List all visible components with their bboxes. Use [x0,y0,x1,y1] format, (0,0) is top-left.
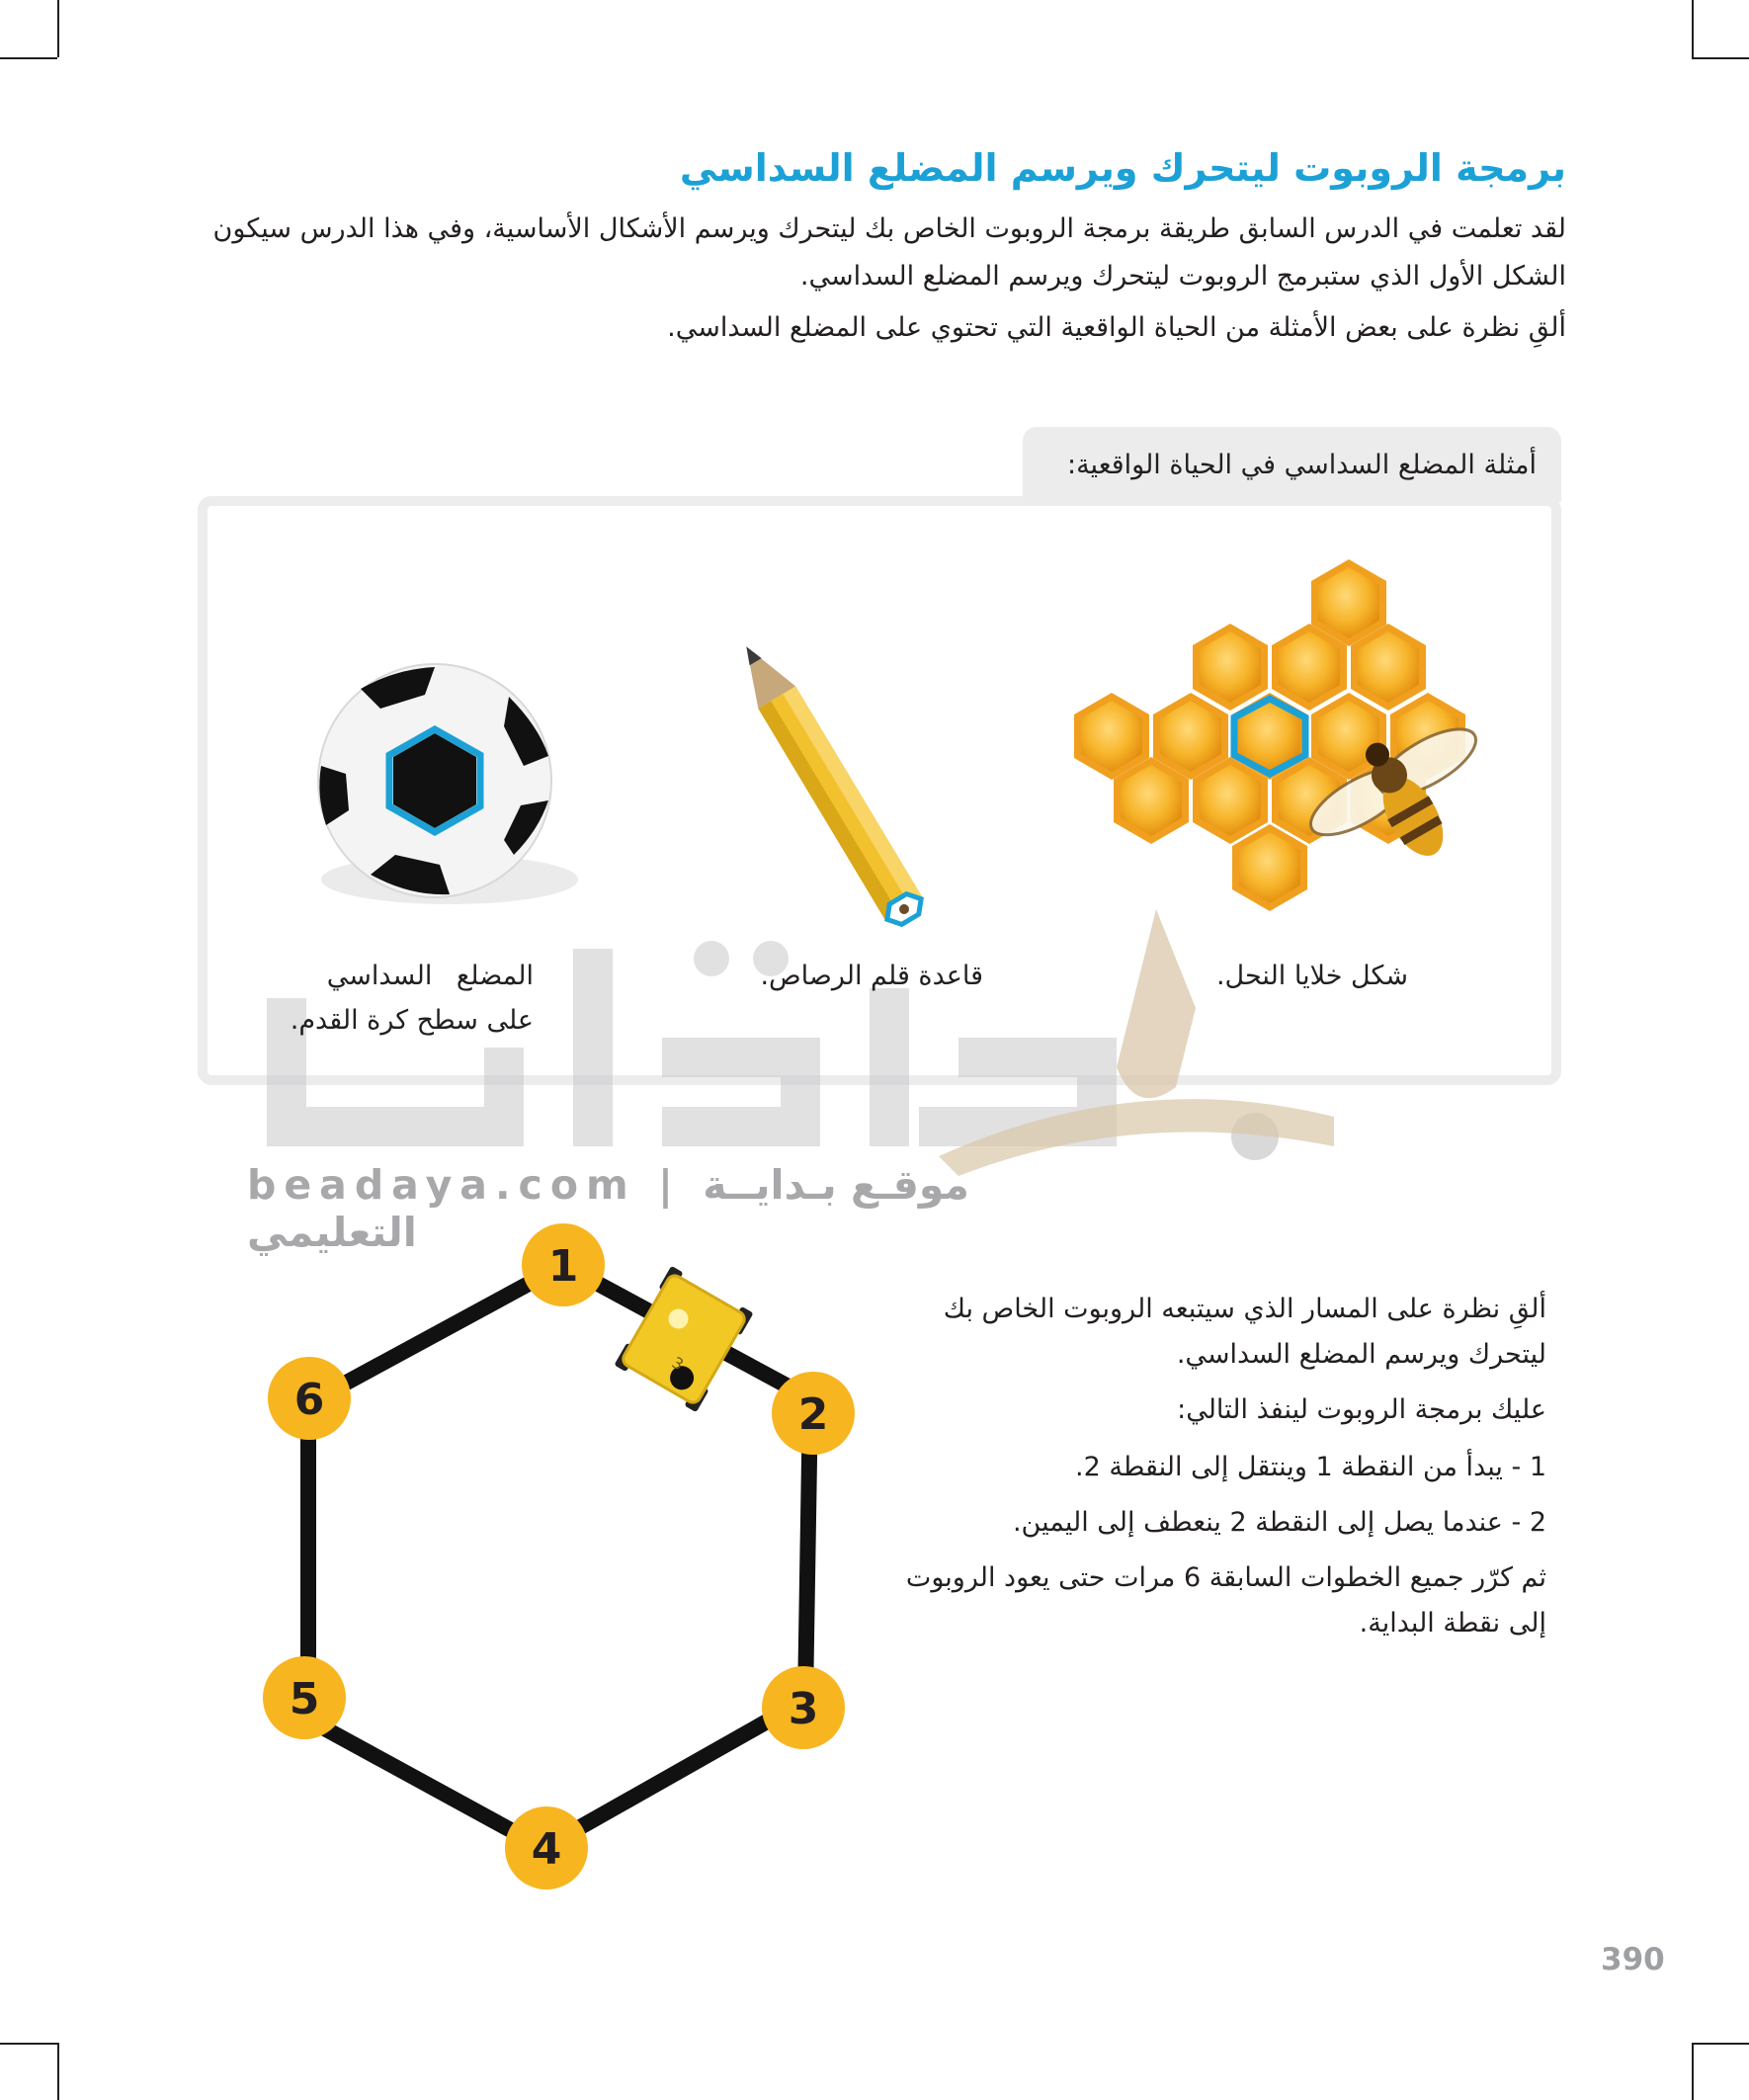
pencil-illustration [726,613,944,929]
node-label: 4 [531,1824,562,1875]
crop-mark [1692,57,1749,59]
crop-mark [1692,2043,1694,2100]
honeycomb-label: شكل خلايا النحل. [1215,961,1408,991]
node-1 [522,1223,605,1306]
ball-label-line2: على سطح كرة القدم. [290,1005,534,1036]
crop-mark [1692,0,1694,57]
ball-label-line1: المضلع السداسي [326,961,534,991]
node-2 [772,1372,855,1455]
watermark-site-text: beadaya.com | موقـع بـدايــة التعليمي [247,1161,969,1256]
node-4 [505,1806,588,1890]
instruction-program-intro: عليك برمجة الروبوت لينفذ التالي: [1177,1394,1546,1425]
node-5 [263,1656,346,1739]
hexagon-path-figure [227,1216,879,1927]
robot-marker-label: 3 [668,1352,688,1375]
crop-mark [57,0,59,57]
node-label: 5 [289,1674,320,1724]
lesson-title: برمجة الروبوت ليتحرك ويرسم المضلع السداسي [679,146,1566,190]
robot-icon [614,1266,753,1412]
crop-mark [1692,2043,1749,2045]
crop-mark [0,57,57,59]
node-6 [268,1357,351,1440]
crop-mark [57,2043,59,2100]
pencil-label: قاعدة قلم الرصاص. [760,961,983,991]
node-3 [762,1666,845,1749]
node-label: 1 [547,1241,579,1292]
node-label: 3 [788,1684,819,1734]
instruction-repeat: ثم كرّر جميع الخطوات السابقة 6 مرات حتى يعود الروبوت إلى نقطة البداية. [905,1562,1546,1638]
examples-caption: أمثلة المضلع السداسي في الحياة الواقعية: [1066,450,1537,480]
instruction-step-2: 2 - عندما يصل إلى النقطة 2 ينعطف إلى اليمين. [1012,1507,1546,1538]
node-label: 2 [797,1389,829,1440]
intro-paragraph: لقد تعلمت في الدرس السابق طريقة برمجة الروبوت الخاص بك ليتحرك ويرسم الأشكال الأساسية، وفي هذا الدرس سيكون الشكل الأول الذي ستبرمج الروبوت ليتحرك ويرسم المضلع السداسي. [212,213,1566,292]
crop-mark [0,2043,57,2045]
page-number: 390 [1601,1942,1665,1977]
instruction-step-1: 1 - يبدأ من النقطة 1 وينتقل إلى النقطة 2. [1074,1452,1546,1482]
instruction-look-path: ألقِ نظرة على المسار الذي سيتبعه الروبوت الخاص بك ليتحرك ويرسم المضلع السداسي. [943,1294,1546,1370]
honeycomb-illustration [1062,553,1517,929]
look-paragraph: ألقِ نظرة على بعض الأمثلة من الحياة الواقعية التي تحتوي على المضلع السداسي. [667,312,1566,343]
node-label: 6 [293,1375,325,1425]
soccer-ball-illustration [301,657,578,914]
